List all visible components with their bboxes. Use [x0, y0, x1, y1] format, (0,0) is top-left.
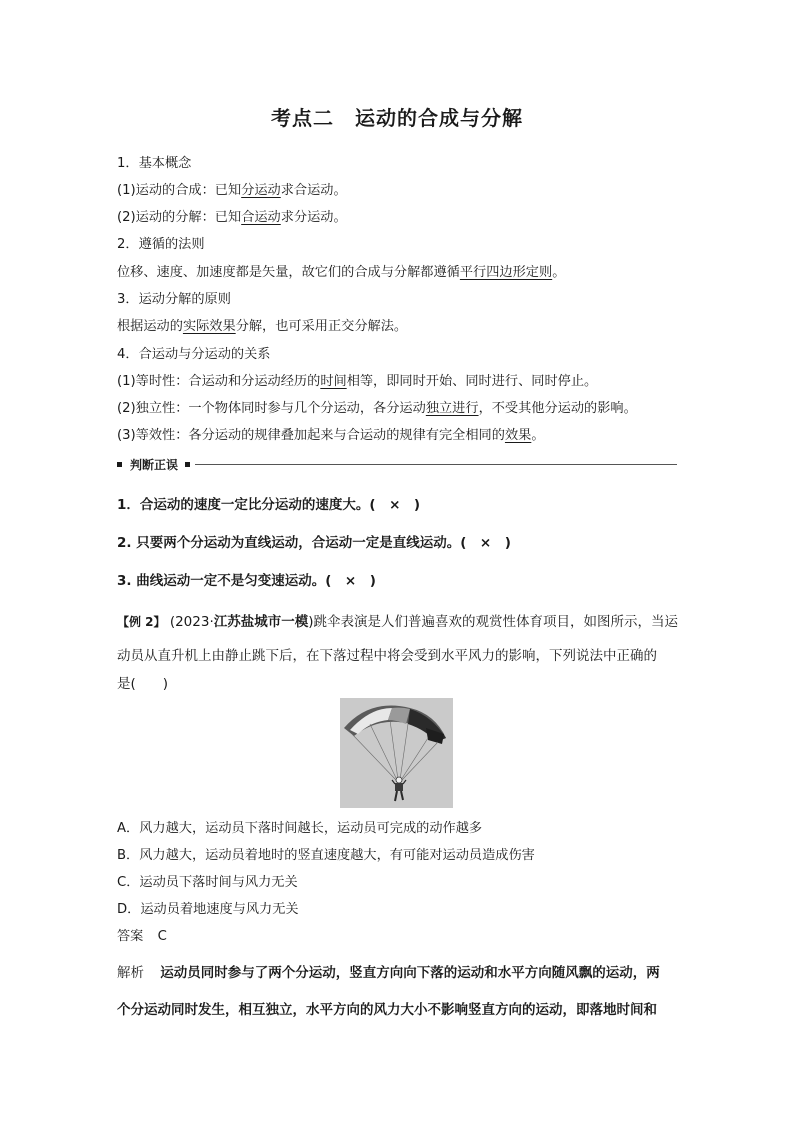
- text-pre: (3)等效性：各分运动的规律叠加起来与合运动的规律有完全相同的: [117, 428, 505, 443]
- text-post: ，不受其他分运动的影响。: [478, 401, 637, 416]
- bullet-square-icon: [117, 462, 122, 467]
- text-post: 。: [531, 428, 545, 443]
- section-1-line-1: [117, 182, 347, 200]
- example-source-close: ): [308, 614, 314, 630]
- section-2-line-1: [117, 264, 565, 282]
- judge-item-2: 2. 只要两个分运动为直线运动，合运动一定是直线运动。( × ): [117, 535, 511, 551]
- section-2-heading: 2．遵循的法则: [117, 237, 205, 252]
- key-term: 时间: [320, 374, 347, 389]
- judge-divider: [117, 458, 677, 472]
- example-text: 跳伞表演是人们普遍喜欢的观赏性体育项目，如图所示，当运: [313, 614, 679, 630]
- key-term: 合运动: [241, 210, 281, 225]
- example-source: 江苏盐城市一模: [213, 614, 309, 630]
- divider-line: [195, 464, 677, 465]
- parachutist-illustration: [340, 698, 453, 808]
- option-b: B．风力越大，运动员着地时的竖直速度越大，有可能对运动员造成伤害: [117, 848, 535, 863]
- analysis-label: 解析: [117, 965, 144, 981]
- answer-label: 答案: [117, 929, 144, 944]
- option-a: A．风力越大，运动员下落时间越长，运动员可完成的动作越多: [117, 821, 483, 836]
- key-term: 实际效果: [182, 319, 236, 334]
- text-post: 相等，即同时开始、同时进行、同时停止。: [346, 374, 598, 389]
- answer-line: [117, 928, 167, 946]
- section-4-line-3: [117, 427, 545, 445]
- key-term: 平行四边形定则: [459, 265, 553, 280]
- text-post: 分解，也可采用正交分解法。: [235, 319, 408, 334]
- analysis-line-2: 个分运动同时发生，相互独立，水平方向的风力大小不影响竖直方向的运动，即落地时间和: [117, 1002, 657, 1018]
- example-tag: 【例 2】: [117, 615, 166, 629]
- section-1-heading: 1．基本概念: [117, 156, 192, 171]
- section-3-heading: 3．运动分解的原则: [117, 292, 231, 307]
- section-3-line-1: [117, 318, 407, 336]
- section-4-line-1: [117, 373, 597, 391]
- text-pre: 根据运动的: [117, 319, 183, 334]
- option-c: C．运动员下落时间与风力无关: [117, 875, 298, 890]
- key-term: 分运动: [241, 183, 281, 198]
- key-term: 效果: [504, 428, 532, 443]
- example-source-open: (2023·: [169, 614, 214, 630]
- key-term: 独立进行: [425, 401, 479, 416]
- judge-label: 判断正误: [130, 458, 179, 472]
- example-line-2: 动员从直升机上由静止跳下后，在下落过程中将会受到水平风力的影响，下列说法中正确的: [117, 648, 657, 664]
- answer-value: C: [157, 929, 167, 944]
- analysis-line-1: [117, 961, 660, 981]
- example-line-3: 是( ): [117, 676, 169, 692]
- option-d: D．运动员着地速度与风力无关: [117, 902, 299, 917]
- text-post: 。: [552, 265, 566, 280]
- section-4-heading: 4．合运动与分运动的关系: [117, 347, 271, 362]
- judge-item-3: 3. 曲线运动一定不是匀变速运动。( × ): [117, 573, 376, 589]
- section-1-line-2: [117, 209, 347, 227]
- section-4-line-2: [117, 400, 637, 418]
- judge-item-1: 1．合运动的速度一定比分运动的速度大。( × ): [117, 497, 421, 513]
- example-line-1: [117, 610, 678, 630]
- page-title: 考点二 运动的合成与分解: [271, 106, 523, 130]
- text-pre: (1)运动的合成：已知: [117, 183, 242, 198]
- bullet-square-icon: [185, 462, 190, 467]
- text-pre: (2)运动的分解：已知: [117, 210, 242, 225]
- text-pre: 位移、速度、加速度都是矢量，故它们的合成与分解都遵循: [117, 265, 460, 280]
- parachute-figure: [340, 698, 453, 808]
- text-post: 求分运动。: [280, 210, 347, 225]
- analysis-text: 运动员同时参与了两个分运动，竖直方向向下落的运动和水平方向随风飘的运动，两: [160, 965, 660, 981]
- text-post: 求合运动。: [280, 183, 347, 198]
- text-pre: (2)独立性：一个物体同时参与几个分运动，各分运动: [117, 401, 426, 416]
- text-pre: (1)等时性：合运动和分运动经历的: [117, 374, 321, 389]
